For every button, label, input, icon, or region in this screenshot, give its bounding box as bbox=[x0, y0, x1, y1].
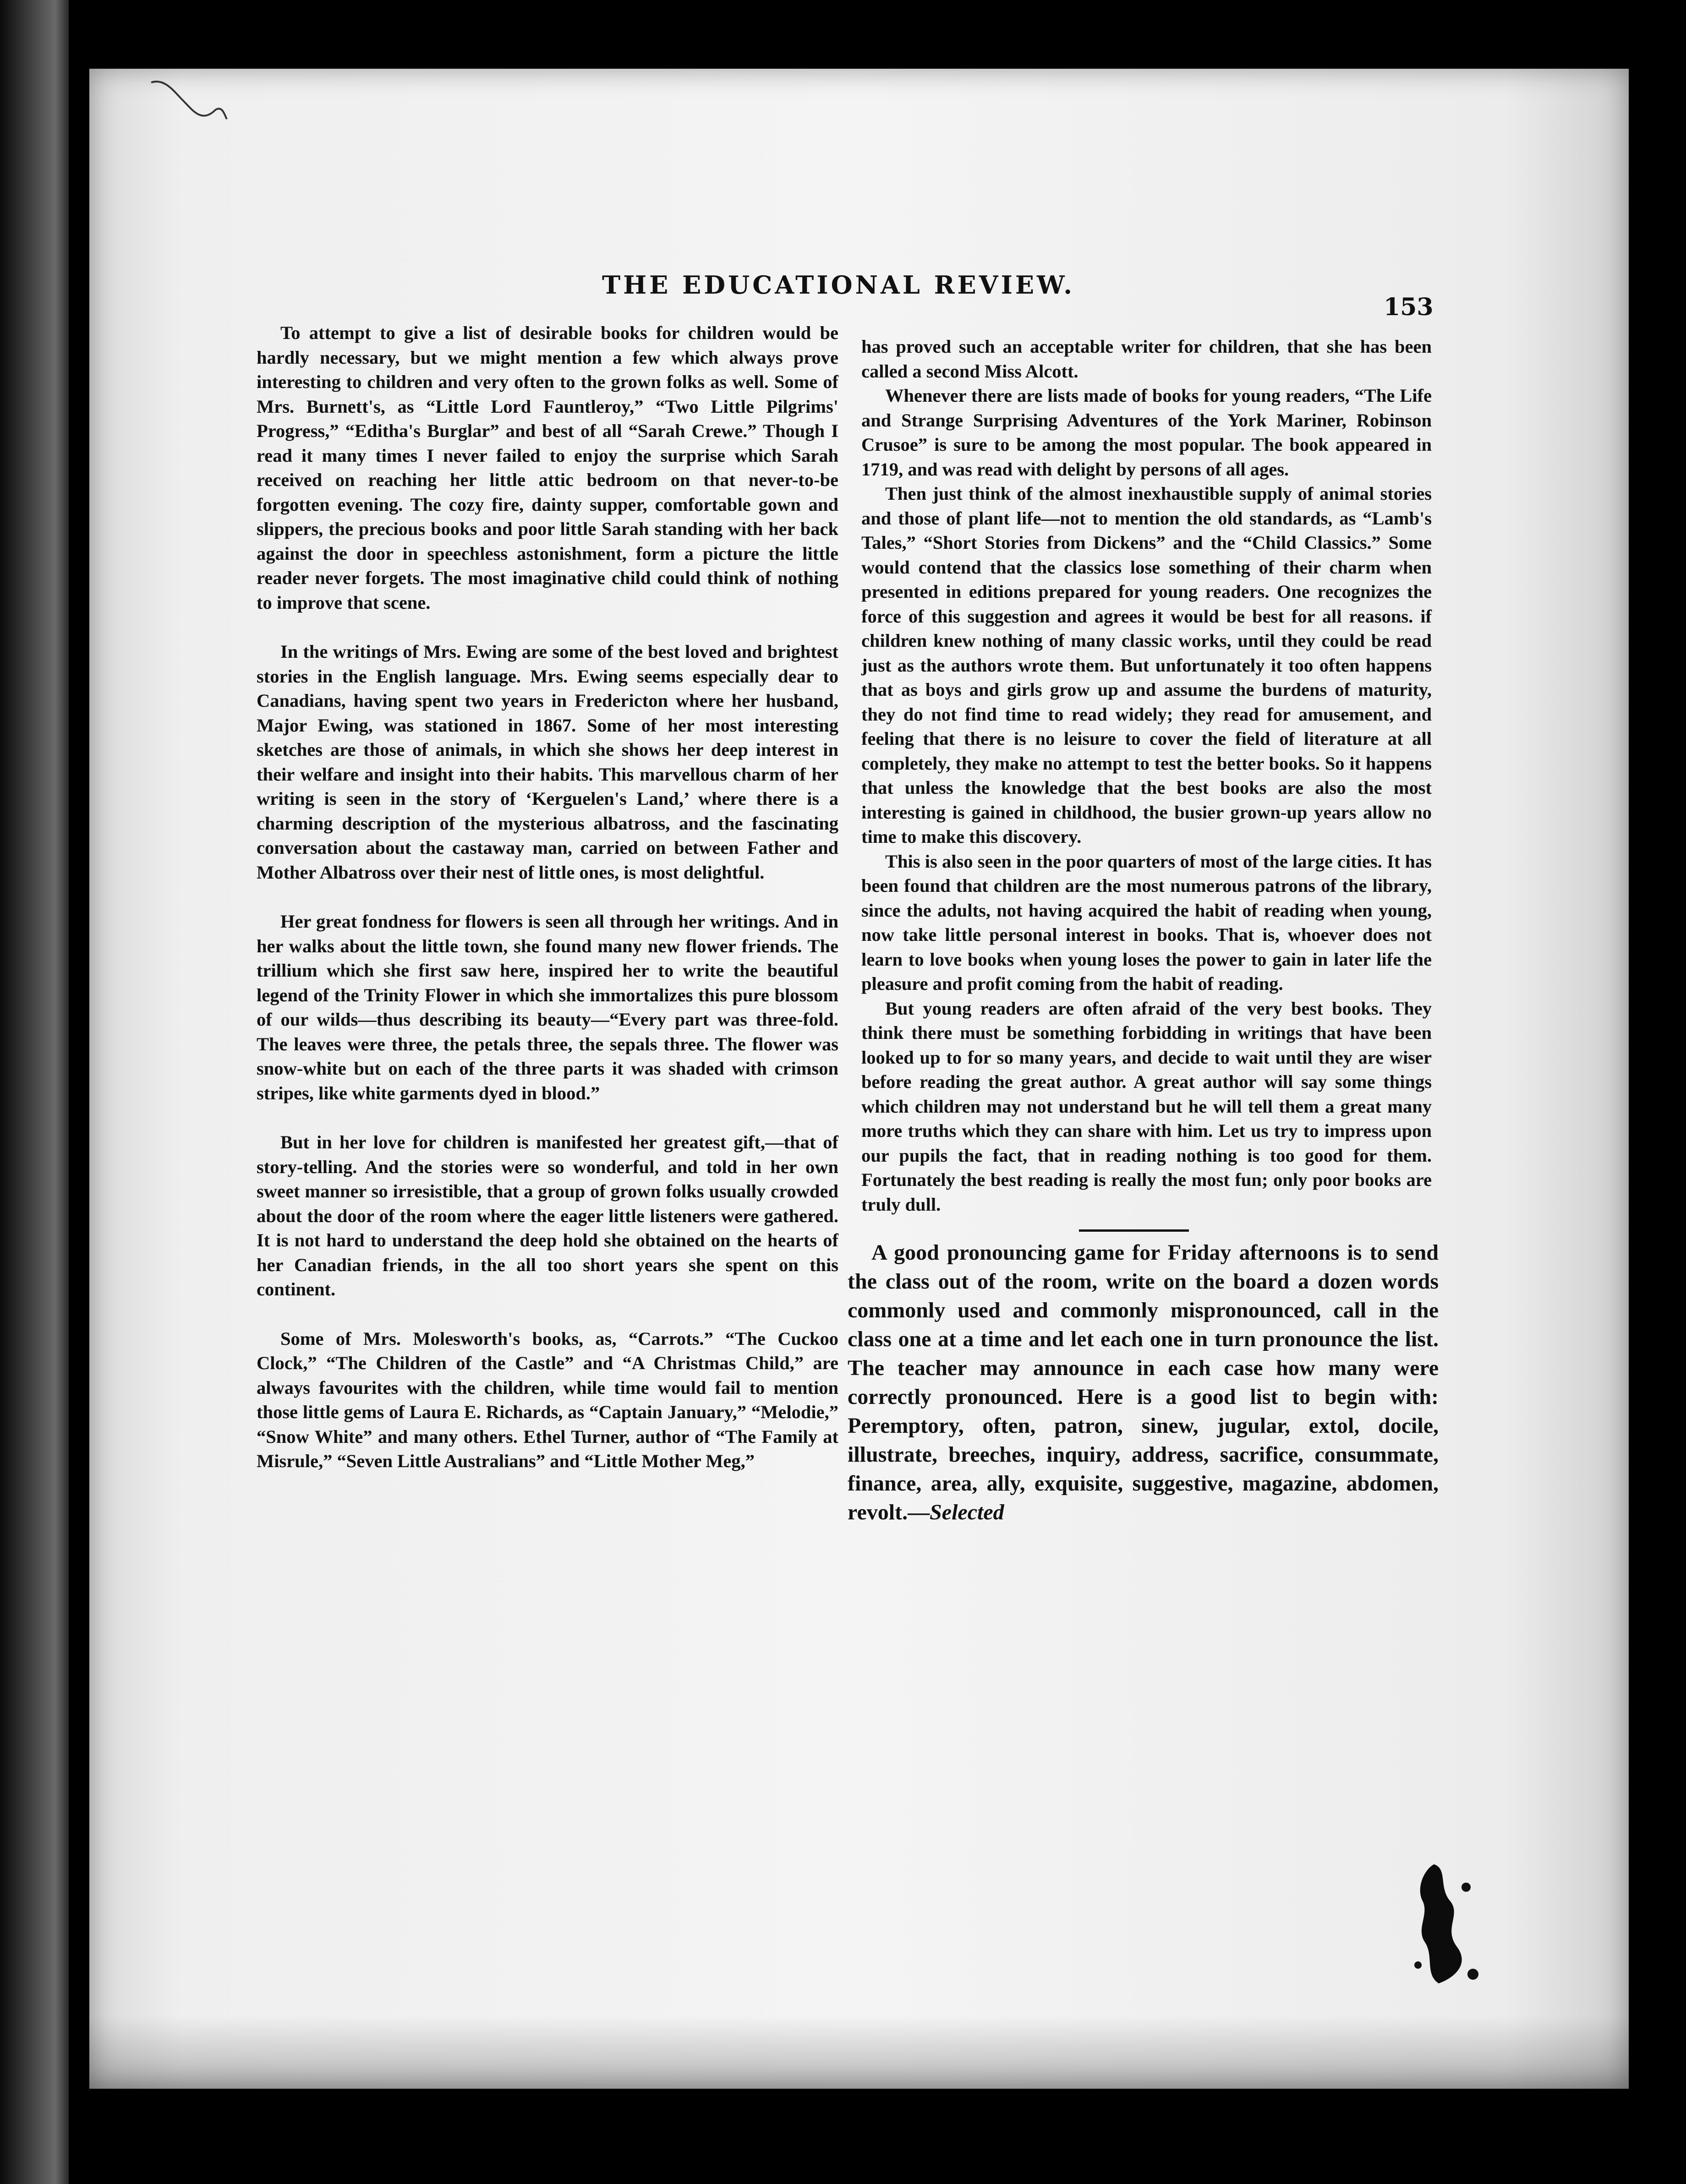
pronouncing-game-text: A good pronouncing game for Friday afternoons is to send the class out of the room, write on the board a dozen words commonly used and commonly mispronounced, call in the class one at a time and let each one in turn pronounce the list. The teacher may announce in each case how many were correctly pronounced. Here is a good list to begin with: Peremptory, often, patron, sinew, jugular, extol, docile, illustrate, breeches, inquiry, address, sacrifice, consummate, finance, area, ally, exquisite, suggestive, magazine, abdomen, revolt.— bbox=[848, 1240, 1439, 1524]
paragraph-molesworth-books: Some of Mrs. Molesworth's books, as, “Carrots.” “The Cuckoo Clock,” “The Children of the Castle” and “A Christmas Child,” are always favourites with the children, while time would fail to mention those little gems of Laura E. Richards, as “Captain January,” “Melodie,” “Snow White” and many others. Ethel Turner, author of “The Family at Misrule,” “Seven Little Australians” and “Little Mother Meg,” bbox=[257, 1328, 838, 1471]
pencil-scribble-mark bbox=[147, 73, 229, 128]
paragraph-burnett-books: To attempt to give a list of desirable books for children would be hardly necessary, but we might mention a few which always prove interesting to children and very often to the grown folks as well. Some of Mrs. Burnett's, as “Little Lord Fauntleroy,” “Two Little Pilgrims' Progress,” “Editha's Burglar” and best of all “Sarah Crewe.” Though I read it many times I never failed to enjoy the surprise which Sarah received on reaching her little attic bedroom on that never-to-be forgotten evening. The cozy fire, dainty supper, comfortable gown and slippers, the precious books and poor little Sarah standing with her back against the door in speechless astonishment, form a picture the little reader never forgets. The most imaginative child could think of nothing to improve that scene. bbox=[257, 322, 838, 613]
journal-title: THE EDUCATIONAL REVIEW. bbox=[602, 270, 1075, 300]
paragraph-best-books: But young readers are often afraid of the very best books. They think there must be something forbidding in writings that have been looked up to for so many years, and decide to wait until they are wiser before reading the great author. A great author will say some things which children may not understand but he will tell them a great many more truths which they can share with him. Let us try to impress upon our pupils the fact, that in reading nothing is too good for them. Fortunately the best reading is really the most fun; only poor books are truly dull. bbox=[861, 998, 1432, 1215]
paragraph-continuation: has proved such an acceptable writer for children, that she has been called a second Miss Alcott. bbox=[861, 336, 1432, 382]
paragraph-mrs-ewing: In the writings of Mrs. Ewing are some of the best loved and brightest stories in the English language. Mrs. Ewing seems especially dear to Canadians, having spent two years in Fredericton where her husband, Major Ewing, was stationed in 1867. Some of her most interesting sketches are those of animals, in which she shows her deep interest in their welfare and insight into their habits. This marvellous charm of her writing is seen in the story of ‘Kerguelen's Land,’ where there is a charming description of the mysterious albatross, and the fascinating conversation about the castaway man, carried on between Father and Mother Albatross over their nest of little ones, is most delightful. bbox=[257, 641, 838, 883]
paragraph-robinson-crusoe: Whenever there are lists made of books for young readers, “The Life and Strange Surprising Adventures of the York Mariner, Robinson Crusoe” is sure to be among the most popular. The book appeared in 1719, and was read with delight by persons of all ages. bbox=[861, 385, 1432, 480]
section-divider bbox=[1079, 1229, 1189, 1232]
selected-credit: Selected bbox=[930, 1500, 1004, 1524]
left-column bbox=[257, 321, 838, 1474]
paragraph-pronouncing-game bbox=[848, 1238, 1439, 1527]
ink-stain-mark bbox=[1407, 1860, 1484, 1988]
right-column bbox=[848, 334, 1439, 1527]
paragraph-trinity-flower: Her great fondness for flowers is seen all through her writings. And in her walks about the little town, she found many new flower friends. The trillium which she first saw here, inspired her to write the beautiful legend of the Trinity Flower in which she immortalizes this pure blossom of our wilds—thus describing its beauty—“Every part was three-fold. The leaves were three, the petals three, the sepals three. The flower was snow-white but on each of the three parts it was shaded with crimson stripes, like white garments dyed in blood.” bbox=[257, 911, 838, 1103]
paragraph-library-patrons: This is also seen in the poor quarters of most of the large cities. It has been found that children are the most numerous patrons of the library, since the adults, not having acquired the habit of reading when young, now take little personal interest in books. That is, whoever does not learn to love books when young loses the power to gain in later life the pleasure and profit coming from the habit of reading. bbox=[861, 851, 1432, 994]
left-page-edge bbox=[0, 0, 69, 2184]
paragraph-classics: Then just think of the almost inexhaustible supply of animal stories and those of plant life—not to mention the old standards, as “Lamb's Tales,” “Short Stories from Dickens” and the “Child Classics.” Some would contend that the classics lose something of their charm when presented in editions prepared for young readers. One recognizes the force of this suggestion and agrees it would be best for all reasons. if children knew nothing of many classic works, until they could be read just as the authors wrote them. But unfortunately it too often happens that as boys and girls grow up and assume the burdens of maturity, they do not find time to read widely; they read for amusement, and feeling that there is no leisure to cover the field of literature at all completely, they make no attempt to test the better books. So it happens that unless the knowledge that the best books are also the most interesting is gained in childhood, the busier grown-up years allow no time to make this discovery. bbox=[861, 483, 1432, 847]
page-bottom-shadow bbox=[89, 2015, 1629, 2089]
page-number: 153 bbox=[1384, 293, 1434, 321]
paragraph-story-telling: But in her love for children is manifested her greatest gift,—that of story-telling. And the stories were so wonderful, and told in her own sweet manner so irresistible, that a group of grown folks usually crowded about the door of the room where the eager little listeners were gathered. It is not hard to understand the deep hold she obtained on the hearts of her Canadian friends, in the all too short years she spent on this continent. bbox=[257, 1132, 838, 1299]
